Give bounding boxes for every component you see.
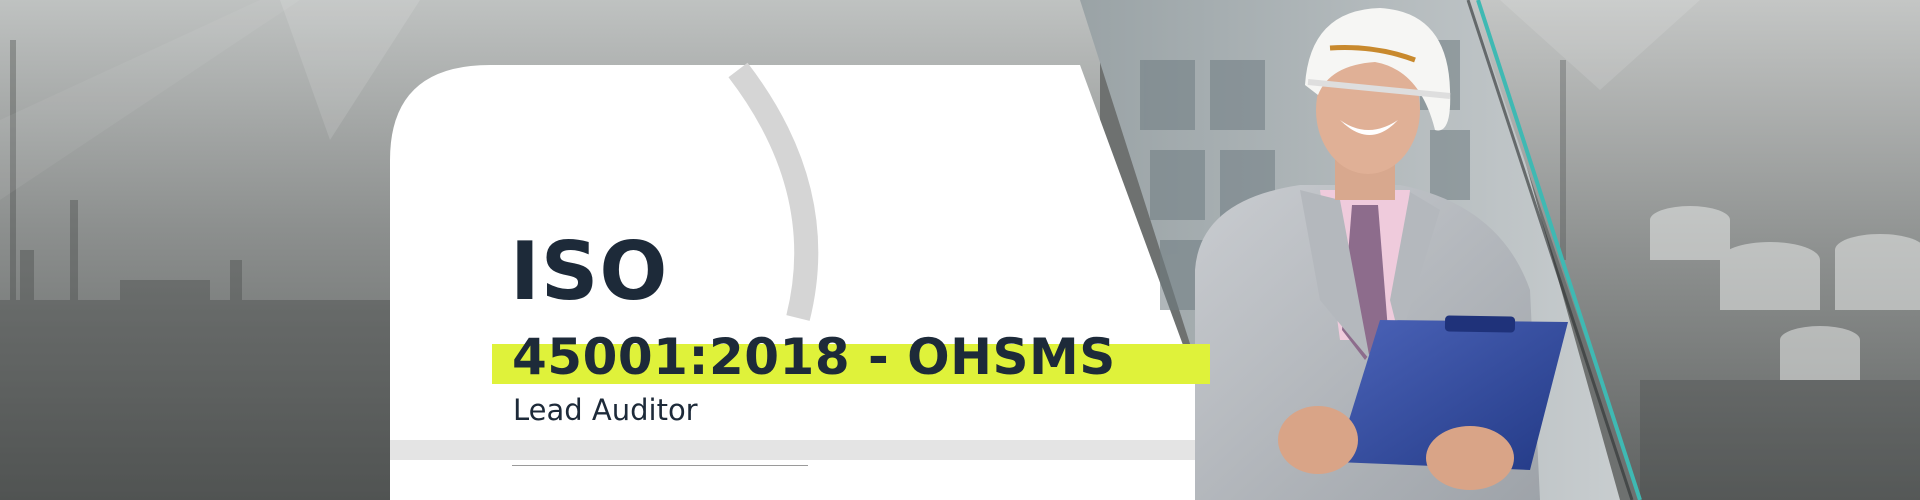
subtitle-lead-auditor: Lead Auditor xyxy=(513,393,698,427)
title-standard: 45001:2018 - OHSMS xyxy=(512,328,1116,386)
subtitle-divider xyxy=(512,465,808,466)
gray-band xyxy=(390,440,1214,460)
title-iso: ISO xyxy=(510,225,669,318)
